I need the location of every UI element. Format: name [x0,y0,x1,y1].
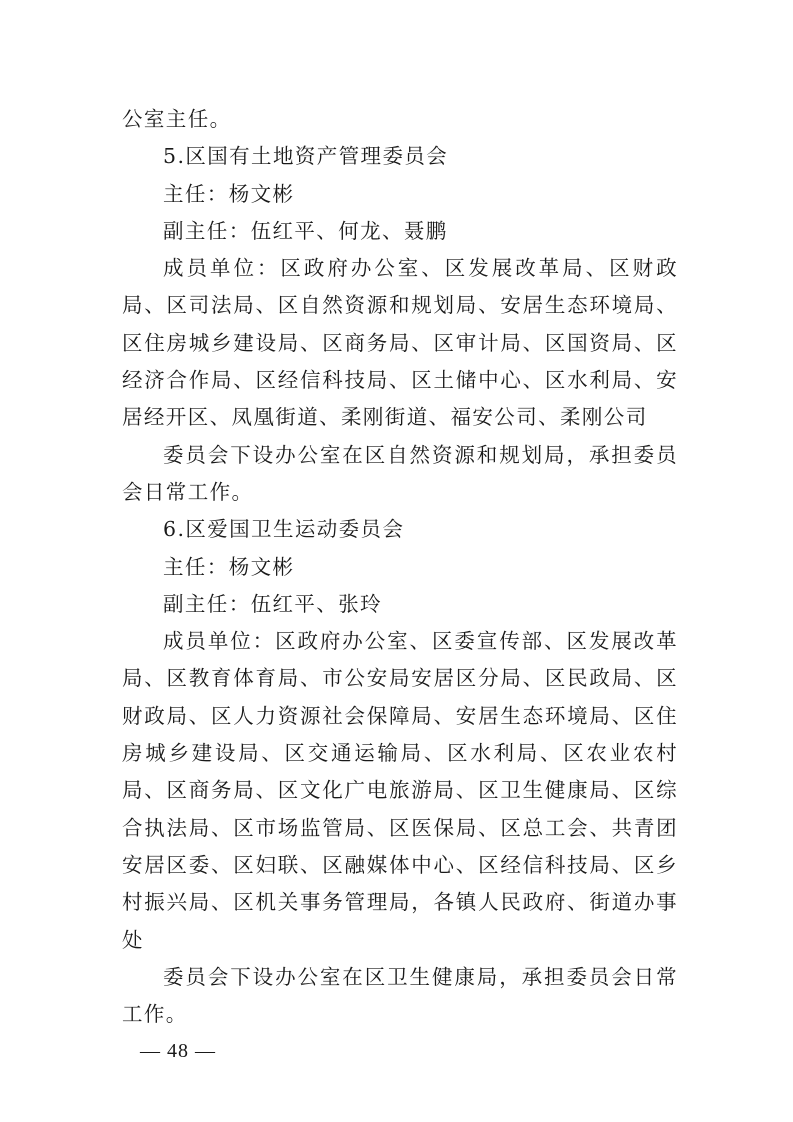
page-number: — 48 — [140,1040,216,1062]
deputy-director-line: 副主任：伍红平、何龙、聂鹏 [163,218,448,243]
section-heading-6: 6.区爱国卫生运动委员会 [163,517,405,542]
paragraph-continuation: 公室主任。 [122,107,232,131]
office-note-paragraph: 委员会下设办公室在区卫生健康局，承担委员会日常工作。 [122,964,678,1027]
office-note-paragraph: 委员会下设办公室在区自然资源和规划局，承担委员会日常工作。 [122,442,678,504]
director-line: 主任：杨文彬 [163,554,295,579]
section-heading-5: 5.区国有土地资产管理委员会 [163,144,449,169]
member-units-paragraph: 成员单位：区政府办公室、区委宣传部、区发展改革局、区教育体育局、市公安局安居区分局、区民政局、区财政局、区人力资源社会保障局、安居生态环境局、区住房城乡建设局、区交通运输局、区水利局、区农业农村局、区商务局、区文化广电旅游局、区卫生健康局、区综合执法局、区市场监管局、区医保局、区总工会、共青团安居区委、区妇联、区融媒体中心、区经信科技局、区乡村振兴局、区机关事务管理局，各镇人民政府、街道办事处 [122,629,678,952]
director-line: 主任：杨文彬 [163,181,295,206]
member-units-paragraph: 成员单位：区政府办公室、区发展改革局、区财政局、区司法局、区自然资源和规划局、安居生态环境局、区住房城乡建设局、区商务局、区审计局、区国资局、区经济合作局、区经信科技局、区土储中心、区水利局、安居经开区、凤凰街道、柔刚街道、福安公司、柔刚公司 [122,256,678,430]
document-body [122,101,678,1033]
deputy-director-line: 副主任：伍红平、张玲 [163,591,382,616]
